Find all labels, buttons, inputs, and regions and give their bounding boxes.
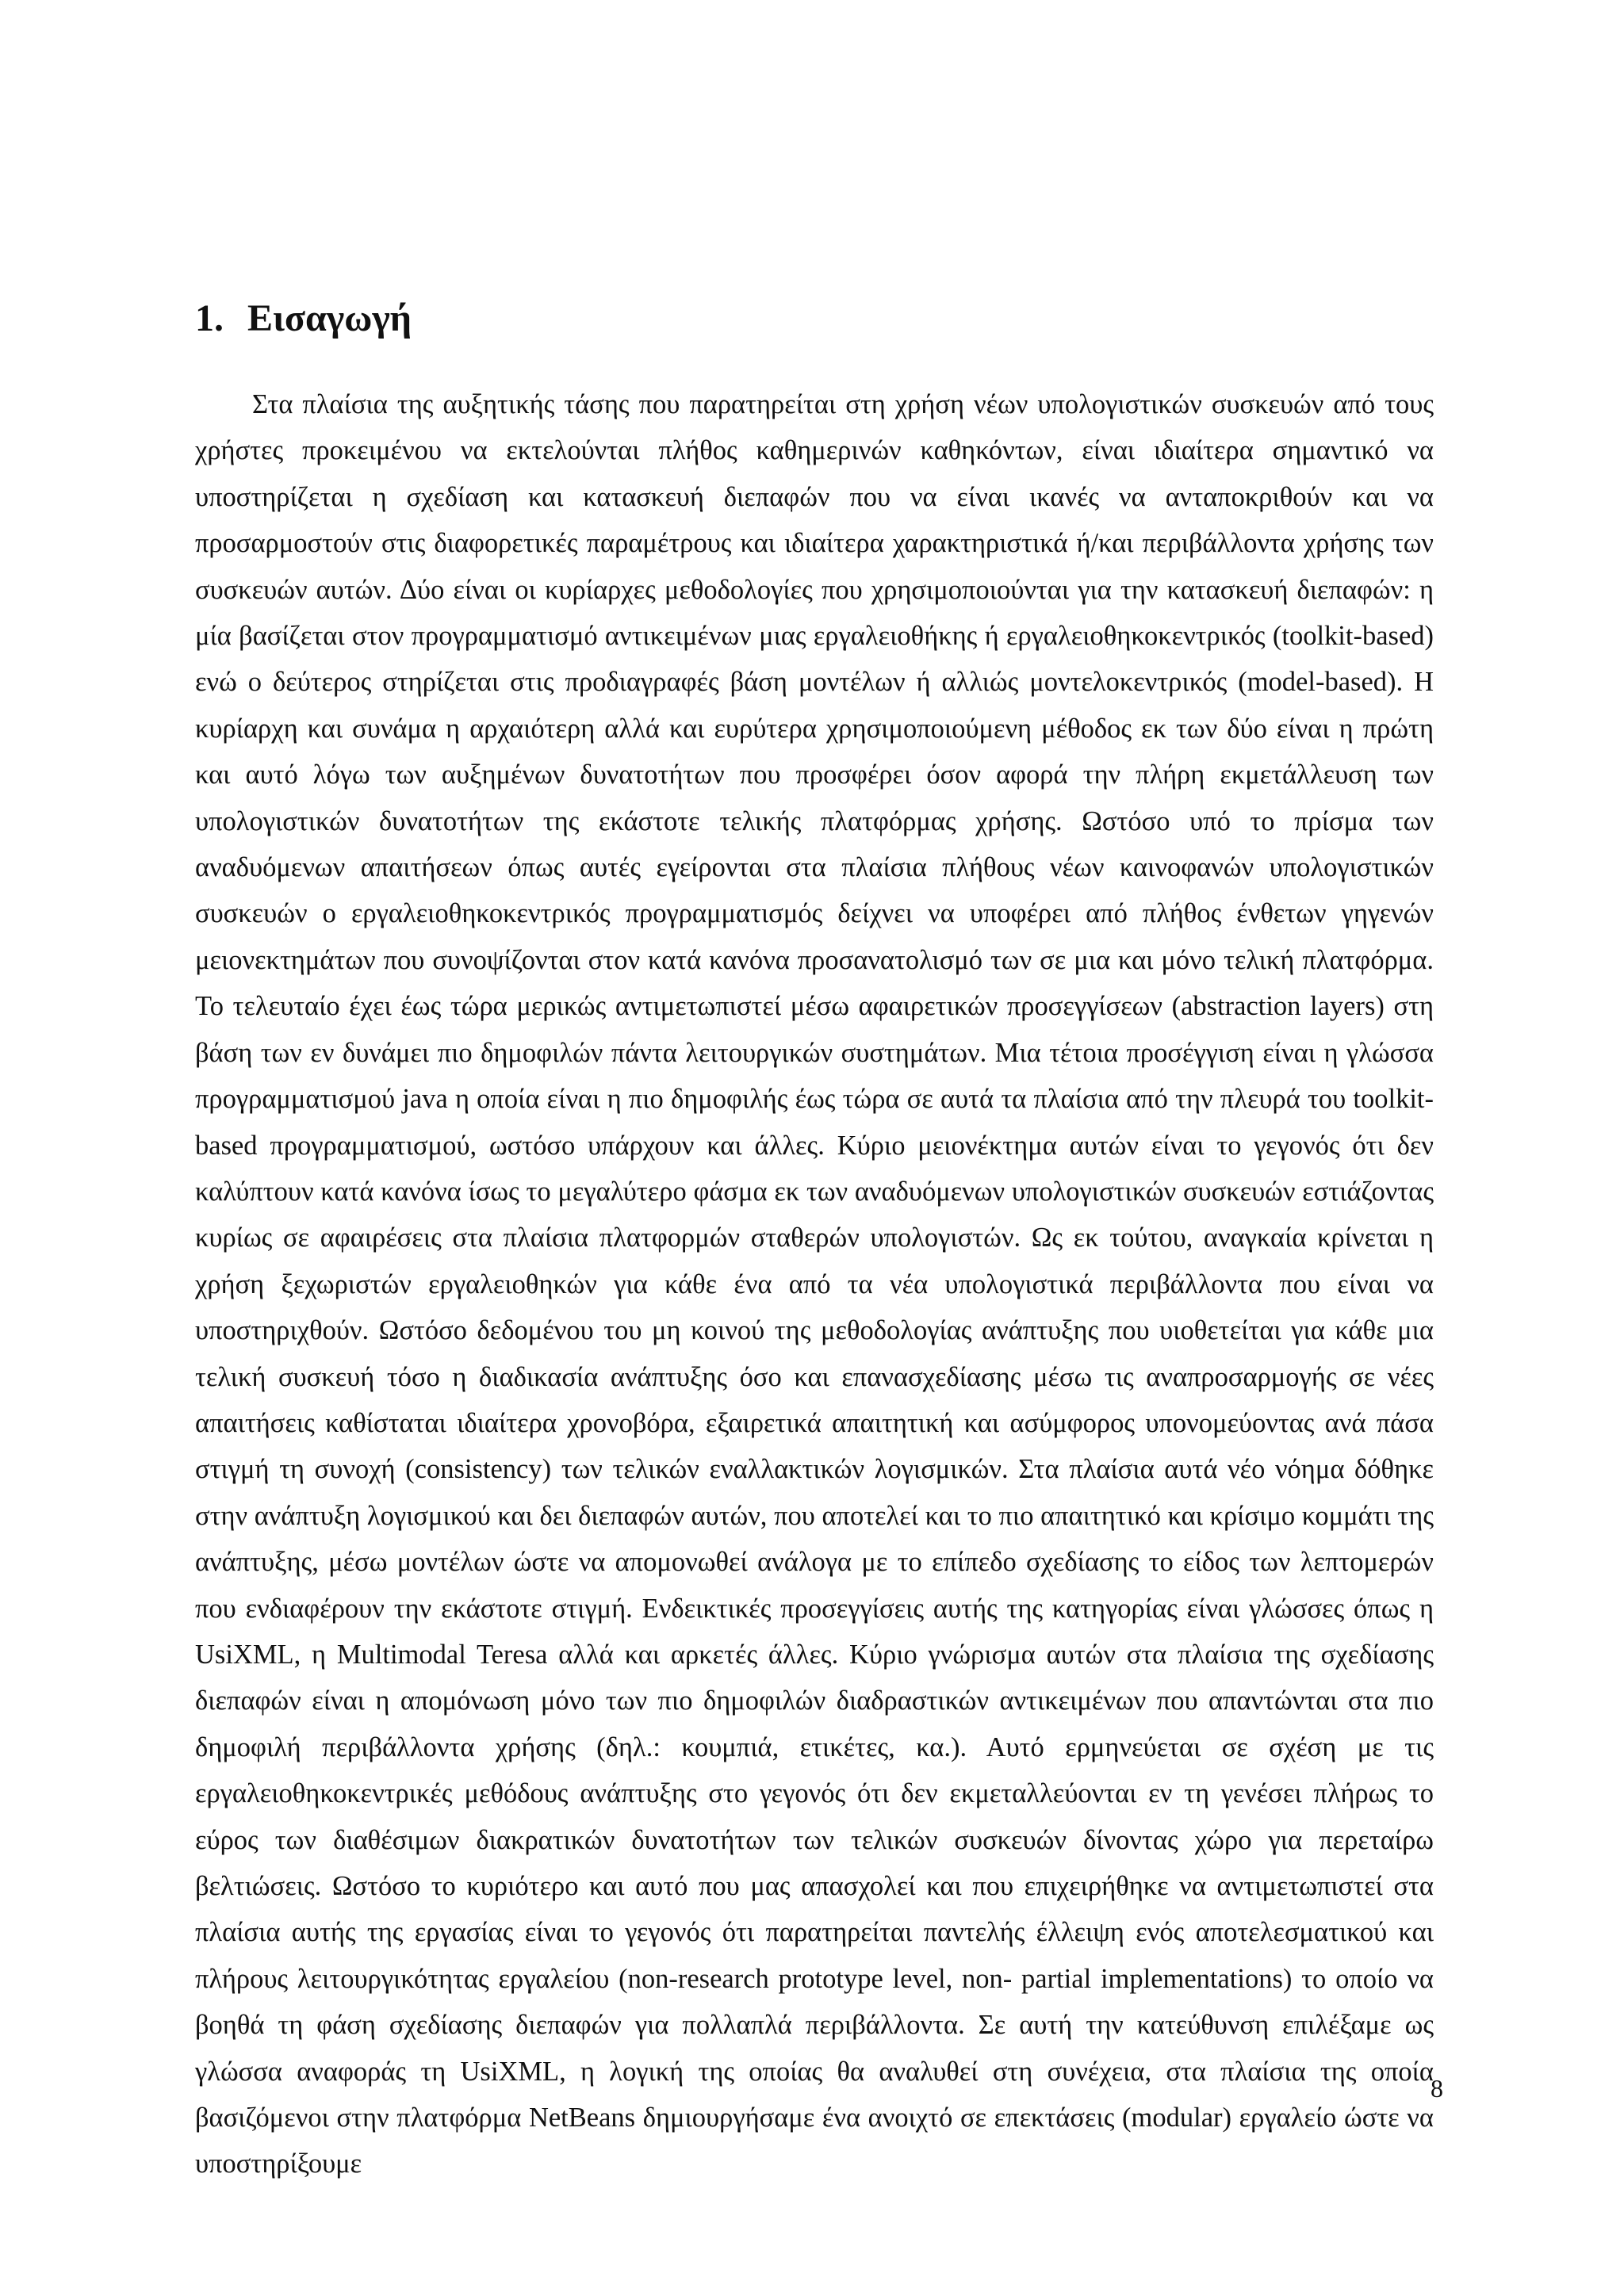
section-heading	[195, 295, 412, 342]
section-title: Εισαγωγή	[247, 297, 412, 339]
page-number: 8	[1431, 2074, 1443, 2103]
section-number: 1.	[195, 297, 224, 339]
body-paragraph: Στα πλαίσια της αυξητικής τάσης που παρατηρείται στη χρήση νέων υπολογιστικών συσκευών από τους χρήστες προκειμένου να εκτελούνται πλήθος καθημερινών καθηκόντων, είναι ιδιαίτερα σημαντικό να υποστηρίζεται η σχεδίαση και κατασκευή διεπαφών που να είναι ικανές να ανταποκριθούν και να προσαρμοστούν στις διαφορετικές παραμέτρους και ιδιαίτερα χαρακτηριστικά ή/και περιβάλλοντα χρήσης των συσκευών αυτών. Δύο είναι οι κυρίαρχες μεθοδολογίες που χρησιμοποιούνται για την κατασκευή διεπαφών: η μία βασίζεται στον προγραμματισμό αντικειμένων μιας εργαλειοθήκης ή εργαλειοθηκοκεντρικός (toolkit-based) ενώ ο δεύτερος στηρίζεται στις προδιαγραφές βάση μοντέλων ή αλλιώς μοντελοκεντρικός (model-based). Η κυρίαρχη και συνάμα η αρχαιότερη αλλά και ευρύτερα χρησιμοποιούμενη μέθοδος εκ των δύο είναι η πρώτη και αυτό λόγω των αυξημένων δυνατοτήτων που προσφέρει όσον αφορά την πλήρη εκμετάλλευση των υπολογιστικών δυνατοτήτων της εκάστοτε τελικής πλατφόρμας χρήσης. Ωστόσο υπό το πρίσμα των αναδυόμενων απαιτήσεων όπως αυτές εγείρονται στα πλαίσια πλήθους νέων καινοφανών υπολογιστικών συσκευών ο εργαλειοθηκοκεντρικός προγραμματισμός δείχνει να υποφέρει από πλήθος ένθετων γηγενών μειονεκτημάτων που συνοψίζονται στον κατά κανόνα προσανατολισμό των σε μια και μόνο τελική πλατφόρμα. Το τελευταίο έχει έως τώρα μερικώς αντιμετωπιστεί μέσω αφαιρετικών προσεγγίσεων (abstraction layers) στη βάση των εν δυνάμει πιο δημοφιλών πάντα λειτουργικών συστημάτων. Μια τέτοια προσέγγιση είναι η γλώσσα προγραμματισμού java η οποία είναι η πιο δημοφιλής έως τώρα σε αυτά τα πλαίσια από την πλευρά του toolkit-based προγραμματισμού, ωστόσο υπάρχουν και άλλες. Κύριο μειονέκτημα αυτών είναι το γεγονός ότι δεν καλύπτουν κατά κανόνα ίσως το μεγαλύτερο φάσμα εκ των αναδυόμενων υπολογιστικών συσκευών εστιάζοντας κυρίως σε αφαιρέσεις στα πλαίσια πλατφορμών σταθερών υπολογιστών. Ως εκ τούτου, αναγκαία κρίνεται η χρήση ξεχωριστών εργαλειοθηκών για κάθε ένα από τα νέα υπολογιστικά περιβάλλοντα που είναι να υποστηριχθούν. Ωστόσο δεδομένου του μη κοινού της μεθοδολογίας ανάπτυξης που υιοθετείται για κάθε μια τελική συσκευή τόσο η διαδικασία ανάπτυξης όσο και επανασχεδίασης μέσω τις αναπροσαρμογής σε νέες απαιτήσεις καθίσταται ιδιαίτερα χρονοβόρα, εξαιρετικά απαιτητική και ασύμφορος υπονομεύοντας ανά πάσα στιγμή τη συνοχή (consistency) των τελικών εναλλακτικών λογισμικών. Στα πλαίσια αυτά νέο νόημα δόθηκε στην ανάπτυξη λογισμικού και δει διεπαφών αυτών, που αποτελεί και το πιο απαιτητικό και κρίσιμο κομμάτι της ανάπτυξης, μέσω μοντέλων ώστε να απομονωθεί ανάλογα με το επίπεδο σχεδίασης το είδος των λεπτομερών που ενδιαφέρουν την εκάστοτε στιγμή. Ενδεικτικές προσεγγίσεις αυτής της κατηγορίας είναι γλώσσες όπως η UsiXML, η Multimodal Teresa αλλά και αρκετές άλλες. Κύριο γνώρισμα αυτών στα πλαίσια της σχεδίασης διεπαφών είναι η απομόνωση μόνο των πιο δημοφιλών διαδραστικών αντικειμένων που απαντώνται στα πιο δημοφιλή περιβάλλοντα χρήσης (δηλ.: κουμπιά, ετικέτες, κα.). Αυτό ερμηνεύεται σε σχέση με τις εργαλειοθηκοκεντρικές μεθόδους ανάπτυξης στο γεγονός ότι δεν εκμεταλλεύονται εν τη γενέσει πλήρως το εύρος των διαθέσιμων διακρατικών δυνατοτήτων των τελικών συσκευών δίνοντας χώρο για περεταίρω βελτιώσεις. Ωστόσο το κυριότερο και αυτό που μας απασχολεί και που επιχειρήθηκε να αντιμετωπιστεί στα πλαίσια αυτής της εργασίας είναι το γεγονός ότι παρατηρείται παντελής έλλειψη ενός αποτελεσματικού και πλήρους λειτουργικότητας εργαλείου (non-research prototype level, non- partial implementations) το οποίο να βοηθά τη φάση σχεδίασης διεπαφών για πολλαπλά περιβάλλοντα. Σε αυτή την κατεύθυνση επιλέξαμε ως γλώσσα αναφοράς τη UsiXML, η λογική της οποίας θα αναλυθεί στη συνέχεια, στα πλαίσια της οποία βασιζόμενοι στην πλατφόρμα NetBeans δημιουργήσαμε ένα ανοιχτό σε επεκτάσεις (modular) εργαλείο ώστε να υποστηρίξουμε	[195, 389, 1434, 2179]
